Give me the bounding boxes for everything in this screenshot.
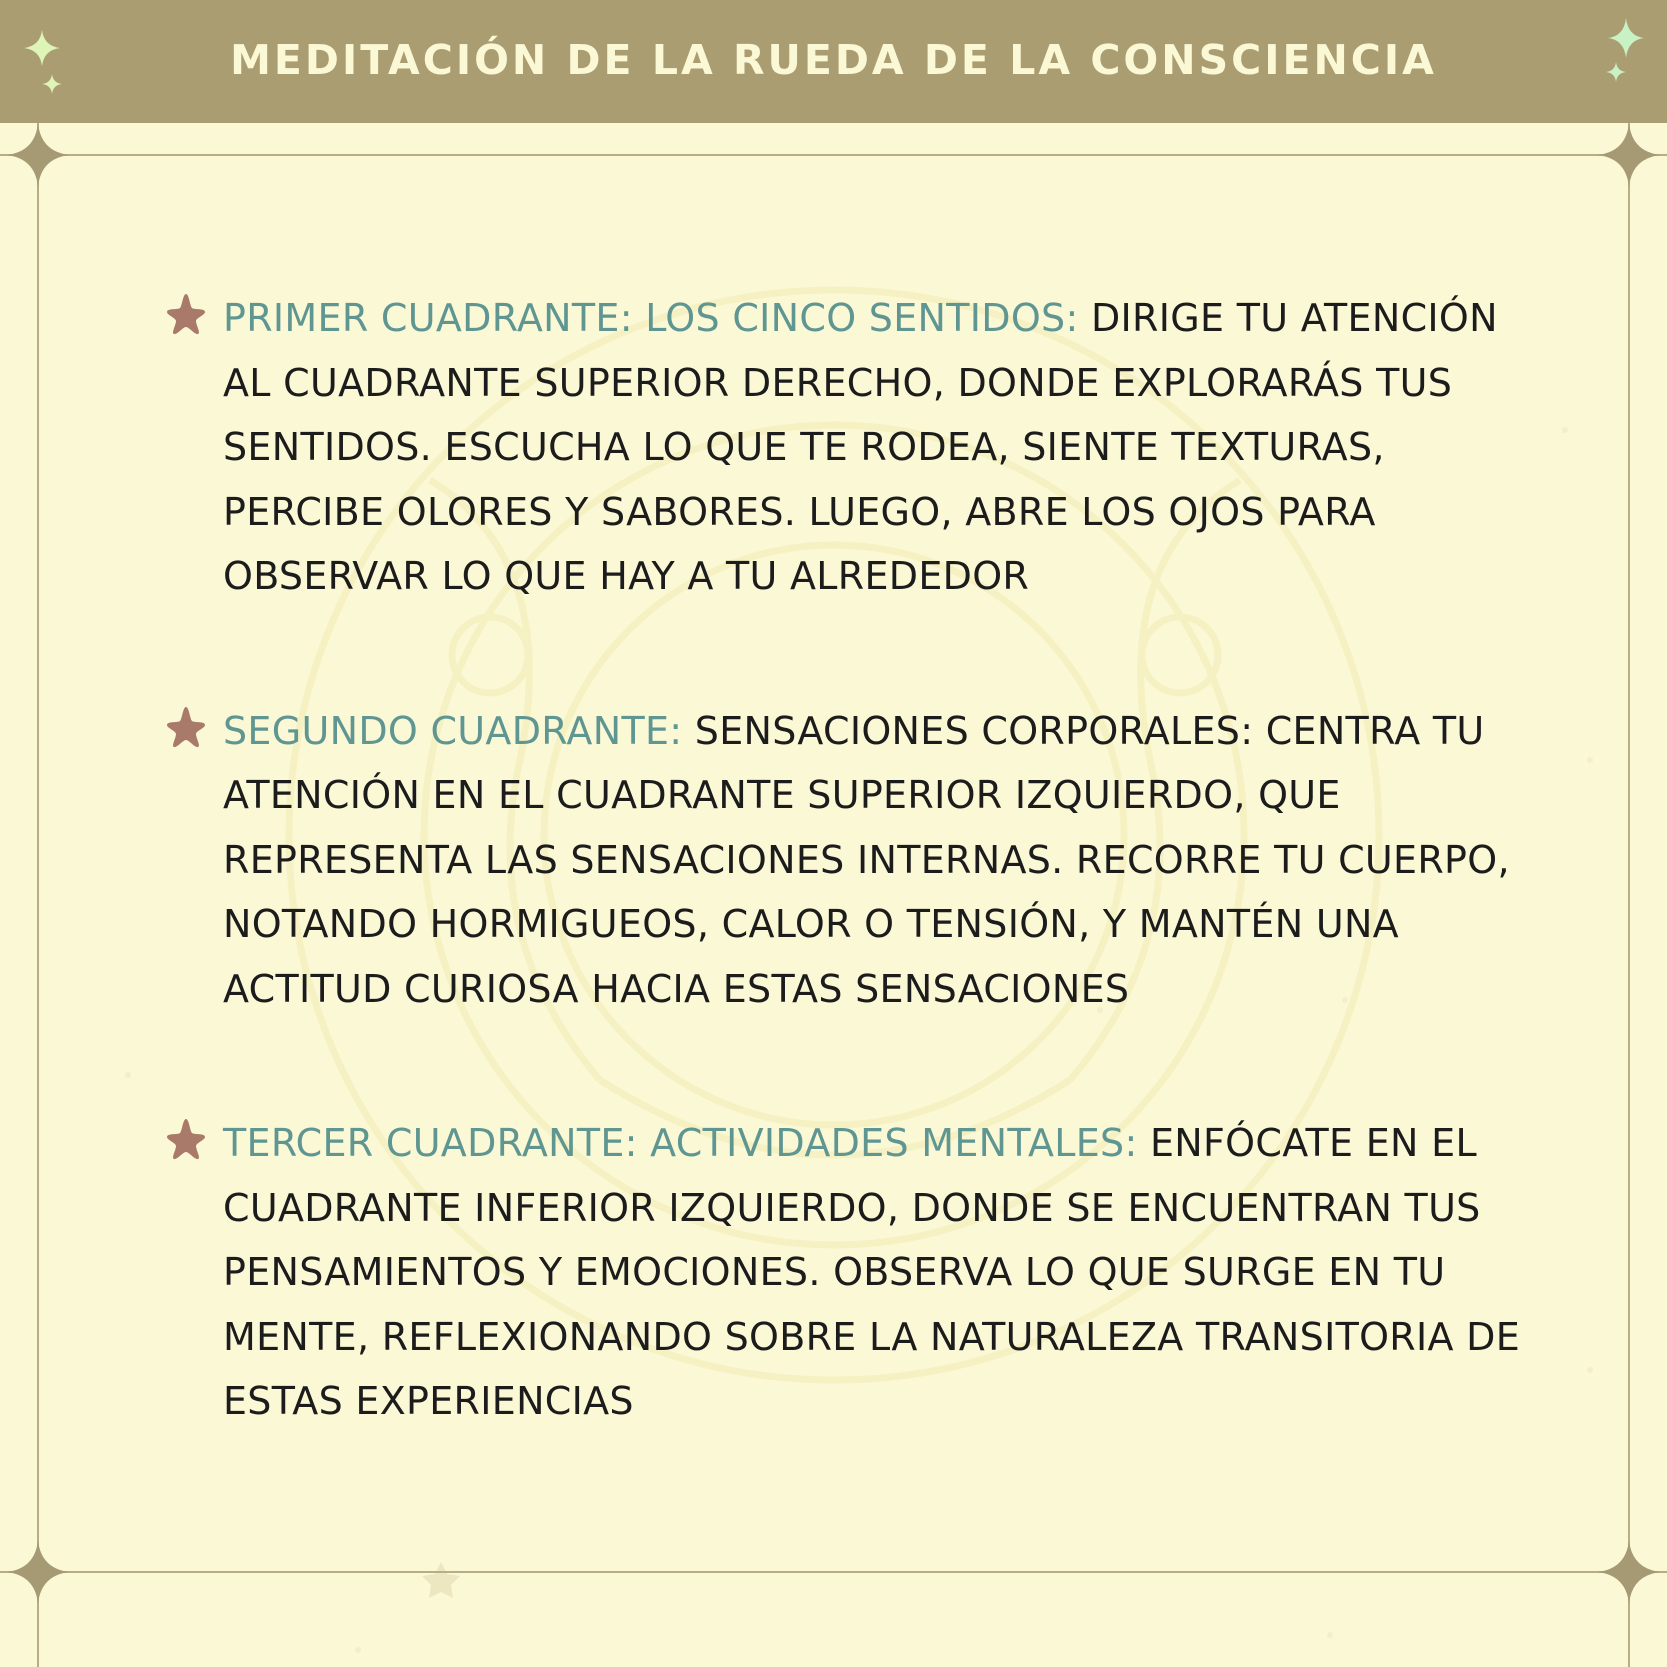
item-body: DIRIGE TU ATENCIÓN AL CUADRANTE SUPERIOR DERECHO, DONDE EXPLORARÁS TUS SENTIDOS. ESCUCHA LO QUE TE RODEA, SIENTE TEXTURAS, PERCIBE OLORES Y SABORES. LUEGO, ABRE LOS OJOS PARA OBSERVAR LO QUE HAY A TU ALREDEDOR <box>223 296 1498 598</box>
item-heading: TERCER CUADRANTE: ACTIVIDADES MENTALES: <box>223 1121 1138 1165</box>
corner-sparkle-icon <box>1597 123 1661 187</box>
list-item <box>165 1111 1535 1434</box>
star-icon <box>165 705 207 749</box>
sparkle-icon <box>1598 16 1646 90</box>
star-icon <box>165 1117 207 1161</box>
sparkle-icon <box>22 28 66 102</box>
item-heading: SEGUNDO CUADRANTE: <box>223 708 683 753</box>
page-title: MEDITACIÓN DE LA RUEDA DE LA CONSCIENCIA <box>230 35 1437 84</box>
instructions-list <box>165 286 1535 1524</box>
corner-sparkle-icon <box>1597 1540 1661 1604</box>
corner-sparkle-icon <box>6 123 70 187</box>
item-body: SENSACIONES CORPORALES: CENTRA TU ATENCIÓN EN EL CUADRANTE SUPERIOR IZQUIERDO, QUE REPRESENTA LAS SENSACIONES INTERNAS. RECORRE TU CUERPO, NOTANDO HORMIGUEOS, CALOR O TENSIÓN, Y MANTÉN UNA ACTITUD CURIOSA HACIA ESTAS SENSACIONES <box>223 708 1510 1011</box>
list-item <box>165 286 1535 609</box>
header-banner <box>0 0 1667 123</box>
star-icon <box>165 292 207 336</box>
corner-sparkle-icon <box>6 1540 70 1604</box>
list-item <box>165 699 1535 1022</box>
item-heading: PRIMER CUADRANTE: LOS CINCO SENTIDOS: <box>223 296 1079 340</box>
item-body: ENFÓCATE EN EL CUADRANTE INFERIOR IZQUIERDO, DONDE SE ENCUENTRAN TUS PENSAMIENTOS Y EMOCIONES. OBSERVA LO QUE SURGE EN TU MENTE, REFLEXIONANDO SOBRE LA NATURALEZA TRANSITORIA DE ESTAS EXPERIENCIAS <box>223 1121 1521 1423</box>
